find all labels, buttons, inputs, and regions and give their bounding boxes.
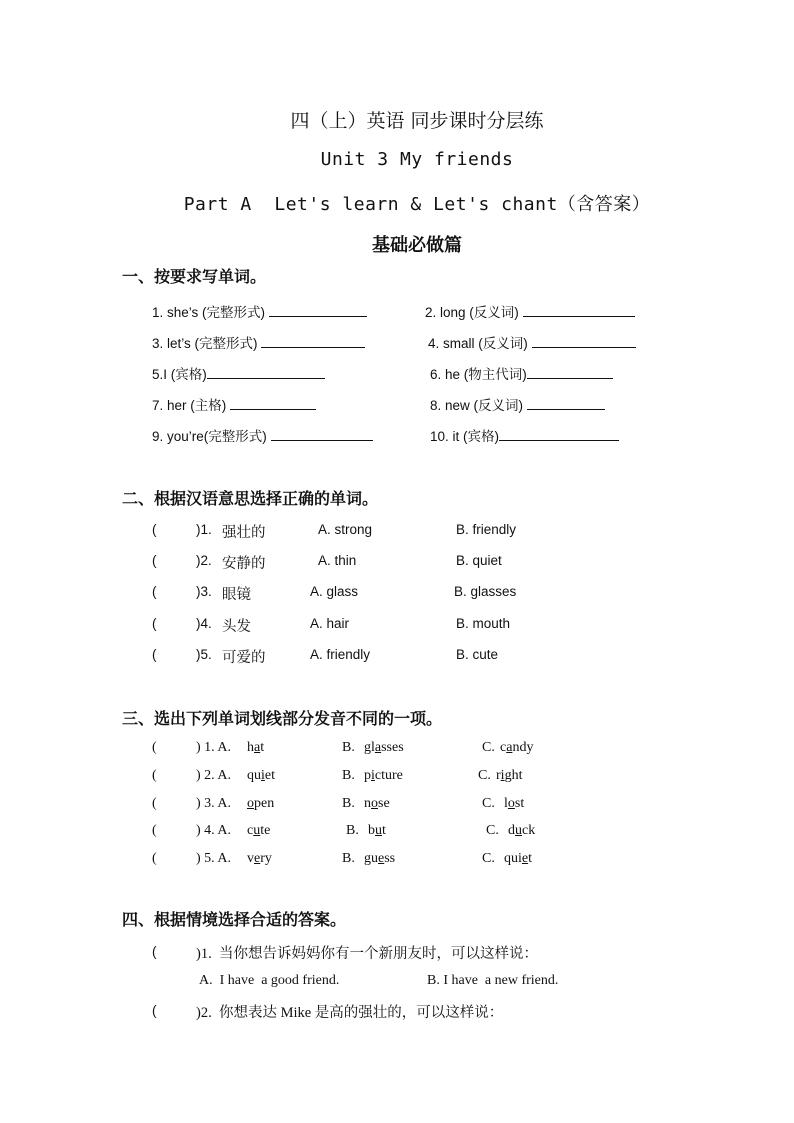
word-part: t (260, 740, 265, 755)
s1-item-2: 2. long (反义词) (425, 301, 635, 321)
option-label: C. (482, 851, 495, 866)
option-a[interactable] (247, 796, 274, 812)
option-b[interactable]: B. glasses (454, 584, 517, 599)
answer-paren[interactable]: ( (152, 944, 157, 959)
s1-item-4: 4. small (反义词) (428, 332, 636, 352)
word-part: t (528, 851, 532, 866)
word-part: qu (247, 768, 261, 783)
option-b[interactable]: B. mouth (456, 616, 511, 631)
option-a[interactable] (247, 768, 275, 784)
word-part: et (264, 768, 275, 783)
underlined-letter: o (507, 796, 515, 811)
option-b[interactable] (364, 740, 404, 756)
option-c[interactable] (504, 796, 524, 812)
option-label: C. (486, 823, 499, 838)
word-part: ck (522, 823, 536, 838)
option-b[interactable]: B. friendly (456, 522, 517, 537)
word-part: cture (374, 768, 403, 783)
question-number: ) 4. A. (196, 823, 231, 838)
underlined-letter: u (253, 823, 261, 838)
s1-item-3: 3. let’s (完整形式) (152, 332, 365, 352)
answer-paren[interactable]: ( (152, 823, 157, 838)
section4-heading: 四、根据情境选择合适的答案。 (122, 910, 347, 929)
word-part: d (508, 823, 515, 838)
option-a[interactable] (247, 740, 264, 756)
underlined-letter: a (506, 740, 513, 755)
underlined-letter: o (371, 796, 378, 811)
s1-item-1: 1. she’s (完整形式) (152, 301, 367, 321)
option-a[interactable]: A. hair (310, 616, 350, 631)
answer-paren[interactable]: ( (152, 796, 157, 811)
option-a[interactable]: A. friendly (310, 647, 371, 662)
chinese-meaning: 安静的 (222, 556, 266, 572)
question-number: )2. (196, 553, 212, 568)
answer-blank[interactable] (527, 397, 605, 410)
answer-blank[interactable] (230, 397, 316, 410)
answer-blank[interactable] (523, 304, 635, 317)
s4-question-2: )2. 你想表达 Mike 是高的强壮的，可以这样说： (196, 1005, 504, 1021)
word-part: te (260, 823, 271, 838)
question-number: ) 1. A. (196, 740, 231, 755)
word-part: ndy (512, 740, 534, 755)
level-title: 基础必做篇 (372, 235, 462, 256)
s4-q1-option-b[interactable]: B. I have a new friend. (427, 973, 559, 988)
option-label: B. (346, 823, 359, 838)
answer-blank[interactable] (261, 335, 365, 348)
answer-blank[interactable] (207, 366, 325, 379)
option-label: B. (342, 851, 355, 866)
answer-blank[interactable] (269, 304, 367, 317)
question-number: )1. (196, 522, 212, 537)
option-label: C. (482, 796, 495, 811)
question-number: ) 2. A. (196, 768, 231, 783)
question-number: )3. (196, 584, 212, 599)
question-number: ) 3. A. (196, 796, 231, 811)
answer-paren[interactable]: ( (152, 1003, 157, 1018)
underlined-letter: u (515, 823, 522, 838)
word-part: l (504, 796, 508, 811)
word-part: pen (254, 796, 275, 811)
s1-item-6: 6. he (物主代词) (430, 363, 613, 383)
underlined-letter: i (371, 768, 375, 783)
underlined-letter: a (374, 740, 382, 755)
underlined-letter: e (378, 851, 385, 866)
option-c[interactable] (500, 740, 533, 756)
answer-paren[interactable]: ( (152, 584, 157, 599)
option-c[interactable] (504, 851, 532, 867)
option-b[interactable]: B. cute (456, 647, 499, 662)
word-part: p (364, 768, 371, 783)
option-b[interactable] (368, 823, 386, 839)
word-part: n (364, 796, 371, 811)
option-b[interactable] (364, 851, 395, 867)
chinese-meaning: 可爱的 (222, 650, 266, 666)
word-part: se (378, 796, 390, 811)
answer-paren[interactable]: ( (152, 522, 157, 537)
answer-blank[interactable] (527, 366, 613, 379)
word-part: r (496, 768, 501, 783)
word-part: h (247, 740, 254, 755)
s1-item-8: 8. new (反义词) (430, 394, 605, 414)
question-number: ) 5. A. (196, 851, 231, 866)
s4-q1-option-a[interactable]: A. I have a good friend. (199, 973, 340, 988)
word-part: gu (364, 851, 378, 866)
option-c[interactable] (496, 768, 522, 784)
option-a[interactable]: A. strong (318, 522, 373, 537)
underlined-letter: o (247, 796, 254, 811)
option-a[interactable]: A. thin (318, 553, 357, 568)
answer-blank[interactable] (499, 428, 619, 441)
chinese-meaning: 强壮的 (222, 525, 266, 541)
s1-item-5: 5.I (宾格) (152, 363, 325, 383)
answer-paren[interactable]: ( (152, 851, 157, 866)
underlined-letter: u (375, 823, 382, 838)
option-label: B. (342, 796, 355, 811)
s1-item-9: 9. you’re(完整形式) (152, 425, 373, 445)
part-title: Part A Let's learn & Let's chant（含答案） (183, 194, 651, 215)
option-b[interactable] (364, 796, 390, 812)
option-c[interactable] (508, 823, 535, 839)
question-number: )4. (196, 616, 212, 631)
underlined-letter: a (254, 740, 261, 755)
answer-paren[interactable]: ( (152, 740, 157, 755)
section3-heading: 三、选出下列单词划线部分发音不同的一项。 (122, 709, 443, 728)
word-part: t (382, 823, 386, 838)
worksheet-title: 四（上）英语 同步课时分层练 (290, 110, 544, 132)
word-part: ss (384, 851, 396, 866)
section2-heading: 二、根据汉语意思选择正确的单词。 (122, 489, 379, 508)
chinese-meaning: 头发 (222, 619, 251, 635)
option-b[interactable] (364, 768, 403, 784)
word-part: sses (381, 740, 404, 755)
underlined-letter: e (254, 851, 261, 866)
word-part: ry (260, 851, 272, 866)
word-part: gl (364, 740, 375, 755)
answer-paren[interactable]: ( (152, 553, 157, 568)
answer-paren[interactable]: ( (152, 647, 157, 662)
underlined-letter: i (500, 768, 505, 783)
answer-paren[interactable]: ( (152, 616, 157, 631)
word-part: b (368, 823, 375, 838)
underlined-letter: e (521, 851, 529, 866)
option-a[interactable] (247, 851, 272, 867)
chinese-meaning: 眼镜 (222, 587, 251, 603)
option-b[interactable]: B. quiet (456, 553, 502, 568)
option-a[interactable] (247, 823, 270, 839)
question-number: )5. (196, 647, 212, 662)
word-part: qui (504, 851, 522, 866)
word-part: c (500, 740, 507, 755)
unit-title: Unit 3 My friends (320, 149, 514, 170)
option-a[interactable]: A. glass (310, 584, 359, 599)
section1-heading: 一、按要求写单词。 (122, 267, 267, 286)
s1-item-7: 7. her (主格) (152, 394, 316, 414)
option-label: C. (482, 740, 495, 755)
option-label: C. (478, 768, 491, 783)
option-label: B. (342, 740, 355, 755)
s4-question-1: )1. 当你想告诉妈妈你有一个新朋友时，可以这样说： (196, 946, 538, 962)
word-part: st (514, 796, 525, 811)
answer-blank[interactable] (532, 335, 636, 348)
answer-paren[interactable]: ( (152, 768, 157, 783)
word-part: v (247, 851, 254, 866)
word-part: c (247, 823, 254, 838)
s1-item-10: 10. it (宾格) (430, 425, 619, 445)
underlined-letter: i (261, 768, 265, 783)
option-label: B. (342, 768, 355, 783)
word-part: ght (504, 768, 523, 783)
answer-blank[interactable] (271, 428, 373, 441)
